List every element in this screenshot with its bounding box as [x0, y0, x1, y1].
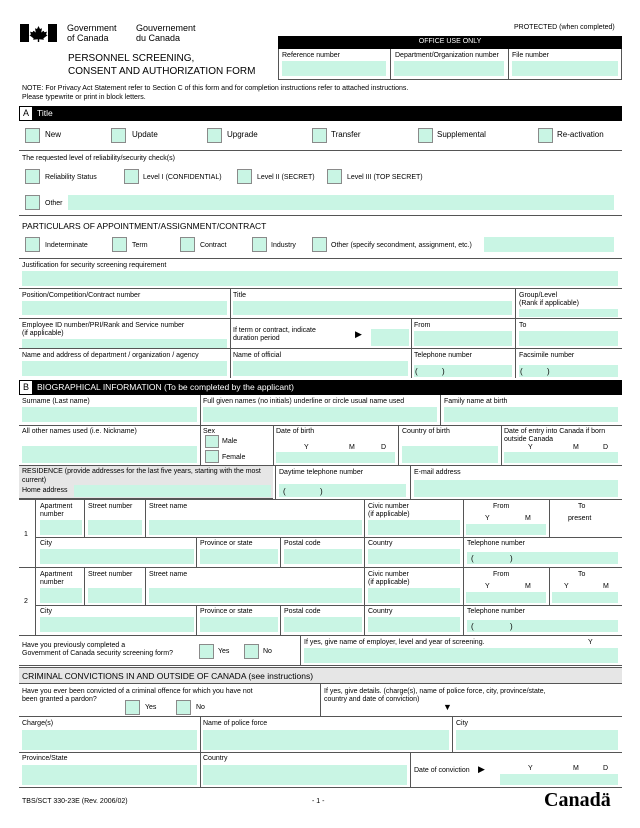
- level-3-label: Level III (TOP SECRET): [347, 174, 423, 181]
- gov-fr-line2: du Canada: [136, 33, 181, 43]
- apt-label-2b: number: [40, 579, 64, 586]
- surname-field[interactable]: [22, 407, 197, 422]
- industry-label: Industry: [271, 242, 296, 249]
- level-2-label: Level II (SECRET): [257, 174, 315, 181]
- to-date-2-field[interactable]: [552, 592, 618, 603]
- protected-label: PROTECTED (when completed): [514, 24, 615, 31]
- date-entry-label-2: outside Canada: [504, 436, 554, 443]
- residence-label-1: RESIDENCE (provide addresses for the last five years, starting with the most: [22, 468, 261, 475]
- civic-number-2-field[interactable]: [368, 588, 460, 603]
- new-label: New: [45, 130, 62, 139]
- term-checkbox[interactable]: [112, 237, 127, 252]
- address-row-2-number: 2: [24, 598, 28, 605]
- group-level-label-1: Group/Level: [519, 292, 558, 299]
- official-telephone-label: Telephone number: [414, 352, 472, 359]
- update-checkbox[interactable]: [111, 128, 126, 143]
- employer-label: If yes, give name of employer, level and year of screening.: [304, 639, 485, 646]
- country-label-2: Country: [368, 608, 393, 615]
- street-number-label-1: Street number: [88, 503, 133, 510]
- dob-label: Date of birth: [276, 428, 315, 435]
- supplemental-label: Supplemental: [437, 130, 486, 139]
- justification-label: Justification for security screening requirement: [22, 262, 167, 269]
- fax-paren-close: ): [547, 367, 550, 376]
- postal-1-field[interactable]: [284, 549, 362, 564]
- reactivation-label: Re-activation: [557, 130, 604, 139]
- dob-d-label: D: [381, 444, 387, 451]
- home-address-field[interactable]: [74, 485, 271, 497]
- from-y-label-2: Y: [485, 583, 490, 590]
- conviction-label-2: been granted a pardon?: [22, 696, 97, 703]
- file-number-label: File number: [512, 52, 549, 59]
- male-label: Male: [222, 438, 238, 445]
- new-checkbox[interactable]: [25, 128, 40, 143]
- entry-d-label: D: [603, 444, 609, 451]
- industry-checkbox[interactable]: [252, 237, 267, 252]
- contract-checkbox[interactable]: [180, 237, 195, 252]
- canada-flag-icon: [20, 24, 57, 42]
- contract-label: Contract: [200, 242, 227, 249]
- conviction-date-field[interactable]: [500, 774, 618, 785]
- conviction-y-label: Y: [528, 765, 533, 772]
- section-b-header: [19, 380, 622, 395]
- employee-id-field[interactable]: [22, 339, 227, 348]
- to-label-1: To: [578, 503, 586, 510]
- street-name-1-field[interactable]: [149, 520, 362, 535]
- upgrade-label: Upgrade: [227, 130, 258, 139]
- from-label-2: From: [493, 571, 510, 578]
- conviction-country-field[interactable]: [203, 765, 407, 785]
- file-number-field[interactable]: [512, 61, 618, 76]
- female-checkbox[interactable]: [205, 450, 219, 463]
- province-2-field[interactable]: [200, 617, 278, 632]
- reliability-status-label: Reliability Status: [45, 174, 97, 181]
- term-duration-field[interactable]: [371, 329, 409, 346]
- section-a-header: [19, 106, 622, 121]
- section-b-title: BIOGRAPHICAL INFORMATION (To be completed by the applicant): [37, 382, 294, 392]
- civic-label-1: Civic number: [368, 503, 409, 510]
- province-1-field[interactable]: [200, 549, 278, 564]
- city-1-field[interactable]: [40, 549, 194, 564]
- charges-field[interactable]: [22, 730, 197, 750]
- right-arrow-icon: ▶: [355, 329, 362, 339]
- daytime-phone-field[interactable]: [279, 484, 406, 497]
- title-label: Title: [233, 292, 246, 299]
- conviction-city-label: City: [456, 720, 469, 727]
- other-appointment-checkbox[interactable]: [312, 237, 327, 252]
- postal-label-1: Postal code: [284, 540, 321, 547]
- apt-number-2-field[interactable]: [40, 588, 82, 603]
- surname-label: Surname (Last name): [22, 398, 90, 405]
- from-y-label-1: Y: [485, 515, 490, 522]
- conviction-city-field[interactable]: [456, 730, 618, 750]
- dob-y-label: Y: [304, 444, 309, 451]
- gov-en-line2: of Canada: [67, 33, 109, 43]
- to-label: To: [519, 322, 527, 329]
- other-level-field[interactable]: [68, 195, 614, 210]
- prev-yes-checkbox[interactable]: [199, 644, 214, 659]
- province-state-field[interactable]: [22, 765, 197, 785]
- city-2-field[interactable]: [40, 617, 194, 632]
- from-label-1: From: [493, 503, 510, 510]
- street-name-label-1: Street name: [149, 503, 188, 510]
- dob-m-label: M: [349, 444, 355, 451]
- section-a-title: Title: [37, 108, 53, 118]
- day-paren-open: (: [283, 487, 286, 496]
- telephone-2-field[interactable]: [467, 620, 618, 632]
- transfer-label: Transfer: [331, 130, 361, 139]
- tel-paren-open: (: [415, 367, 418, 376]
- street-number-1-field[interactable]: [88, 520, 142, 535]
- from-m-label-2: M: [525, 583, 531, 590]
- home-address-label: Home address: [22, 487, 68, 494]
- postal-2-field[interactable]: [284, 617, 362, 632]
- other-level-checkbox[interactable]: [25, 195, 40, 210]
- conviction-label-1: Have you ever been convicted of a criminal offence for which you have not: [22, 688, 253, 695]
- details-label-2: country and date of conviction): [324, 696, 420, 703]
- office-use-label: OFFICE USE ONLY: [418, 38, 482, 45]
- civic-label-1b: (if applicable): [368, 511, 410, 518]
- postal-label-2: Postal code: [284, 608, 321, 615]
- street-name-2-field[interactable]: [149, 588, 362, 603]
- telephone-label-2: Telephone number: [467, 608, 525, 615]
- apt-label-2: Apartment: [40, 571, 73, 578]
- from-label: From: [414, 322, 431, 329]
- term-duration-label-2: duration period: [233, 335, 280, 342]
- employer-y-label: Y: [588, 639, 593, 646]
- tel1-paren-close: ): [510, 554, 513, 563]
- conviction-m-label: M: [573, 765, 579, 772]
- dept-org-number-label: Department/Organization number: [395, 52, 499, 59]
- form-title-line2: CONSENT AND AUTHORIZATION FORM: [68, 66, 256, 77]
- apt-label-1: Apartment: [40, 503, 73, 510]
- other-names-label: All other names used (i.e. Nickname): [22, 428, 137, 435]
- from-m-label-1: M: [525, 515, 531, 522]
- country-label-1: Country: [368, 540, 393, 547]
- indeterminate-checkbox[interactable]: [25, 237, 40, 252]
- civic-label-2: Civic number: [368, 571, 409, 578]
- telephone-1-field[interactable]: [467, 552, 618, 564]
- upgrade-checkbox[interactable]: [207, 128, 222, 143]
- gov-en-line1: Government: [67, 23, 117, 33]
- date-entry-field[interactable]: [504, 452, 618, 463]
- justification-field[interactable]: [22, 271, 618, 286]
- entry-m-label: M: [573, 444, 579, 451]
- email-label: E-mail address: [414, 469, 461, 476]
- prev-yes-label: Yes: [218, 648, 230, 655]
- down-arrow-icon: ▼: [443, 702, 452, 712]
- province-state-label: Province/State: [22, 755, 68, 762]
- police-force-field[interactable]: [203, 730, 449, 750]
- apt-number-1-field[interactable]: [40, 520, 82, 535]
- levels-label: The requested level of reliability/security check(s): [22, 155, 175, 162]
- prev-no-label: No: [263, 648, 272, 655]
- conviction-no-checkbox[interactable]: [176, 700, 191, 715]
- conviction-yes-checkbox[interactable]: [125, 700, 140, 715]
- section-b-letter: B: [20, 381, 32, 394]
- given-names-field[interactable]: [203, 407, 437, 422]
- to-label-2: To: [578, 571, 586, 578]
- employee-id-label-2: (if applicable): [22, 330, 64, 337]
- conviction-country-label: Country: [203, 755, 228, 762]
- other-names-field[interactable]: [22, 446, 197, 463]
- employer-field[interactable]: [304, 648, 618, 663]
- prev-screening-label-2: Government of Canada security screening form?: [22, 650, 173, 657]
- supplemental-checkbox[interactable]: [418, 128, 433, 143]
- other-appointment-field[interactable]: [484, 237, 614, 252]
- from-date-field[interactable]: [414, 331, 512, 346]
- group-level-label-2: (Rank if applicable): [519, 300, 579, 307]
- reference-number-label: Reference number: [282, 52, 340, 59]
- form-number: TBS/SCT 330-23E (Rev. 2006/02): [22, 798, 128, 805]
- date-entry-label-1: Date of entry into Canada if born: [504, 428, 606, 435]
- fax-paren-open: (: [520, 367, 523, 376]
- entry-y-label: Y: [528, 444, 533, 451]
- conviction-yes-label: Yes: [145, 704, 157, 711]
- country-2-field[interactable]: [368, 617, 460, 632]
- telephone-label-1: Telephone number: [467, 540, 525, 547]
- country-birth-field[interactable]: [402, 446, 498, 463]
- tel2-paren-close: ): [510, 622, 513, 631]
- daytime-phone-label: Daytime telephone number: [279, 469, 364, 476]
- email-field[interactable]: [414, 480, 618, 497]
- prev-no-checkbox[interactable]: [244, 644, 259, 659]
- group-level-field[interactable]: [519, 309, 618, 317]
- tel1-paren-open: (: [471, 554, 474, 563]
- reactivation-checkbox[interactable]: [538, 128, 553, 143]
- particulars-title: PARTICULARS OF APPOINTMENT/ASSIGNMENT/CONTRACT: [22, 221, 267, 231]
- city-label-1: City: [40, 540, 53, 547]
- present-label: present: [568, 515, 592, 522]
- official-name-label: Name of official: [233, 352, 282, 359]
- facsimile-label: Facsimile number: [519, 352, 575, 359]
- street-name-label-2: Street name: [149, 571, 188, 578]
- reference-number-field[interactable]: [282, 61, 386, 76]
- apt-label-1b: number: [40, 511, 64, 518]
- conviction-d-label: D: [603, 765, 609, 772]
- transfer-checkbox[interactable]: [312, 128, 327, 143]
- city-label-2: City: [40, 608, 53, 615]
- date-arrow-icon: ▶: [478, 764, 485, 774]
- title-field[interactable]: [233, 301, 512, 315]
- level-1-label: Level I (CONFIDENTIAL): [143, 174, 222, 181]
- section-a-letter: A: [20, 107, 32, 120]
- tel-paren-close: ): [442, 367, 445, 376]
- male-checkbox[interactable]: [205, 435, 219, 448]
- prev-screening-label-1: Have you previously completed a: [22, 642, 126, 649]
- details-label-1: If yes, give details. (charge(s), name of police force, city, province/state,: [324, 688, 546, 695]
- dept-org-number-field[interactable]: [394, 61, 504, 76]
- position-label: Position/Competition/Contract number: [22, 292, 141, 299]
- dob-field[interactable]: [276, 452, 395, 463]
- family-name-birth-field[interactable]: [444, 407, 618, 422]
- street-number-2-field[interactable]: [88, 588, 142, 603]
- to-y-label-2: Y: [564, 583, 569, 590]
- day-paren-close: ): [320, 487, 323, 496]
- form-title-line1: PERSONNEL SCREENING,: [68, 53, 195, 64]
- reliability-status-checkbox[interactable]: [25, 169, 40, 184]
- to-m-label-2: M: [603, 583, 609, 590]
- level-1-checkbox[interactable]: [124, 169, 139, 184]
- residence-label-2: current): [22, 477, 47, 484]
- term-label: Term: [132, 242, 148, 249]
- position-field[interactable]: [22, 301, 227, 315]
- to-date-field[interactable]: [519, 331, 618, 346]
- term-duration-label-1: If term or contract, indicate: [233, 327, 316, 334]
- address-row-1-number: 1: [24, 531, 28, 538]
- level-2-checkbox[interactable]: [237, 169, 252, 184]
- other-appointment-label: Other (specify secondment, assignment, etc.): [331, 242, 472, 249]
- employee-id-label-1: Employee ID number/PRI/Rank and Service number: [22, 322, 185, 329]
- from-date-2-field[interactable]: [466, 592, 546, 603]
- date-conviction-label: Date of conviction: [414, 767, 470, 774]
- female-label: Female: [222, 454, 246, 461]
- facsimile-field[interactable]: [519, 365, 618, 377]
- tel2-paren-open: (: [471, 622, 474, 631]
- page-number: - 1 -: [312, 798, 325, 805]
- dept-name-address-label: Name and address of department / organization / agency: [22, 352, 199, 359]
- dept-name-address-field[interactable]: [22, 361, 227, 376]
- civic-number-1-field[interactable]: [368, 520, 460, 535]
- from-date-1-field[interactable]: [466, 524, 546, 535]
- official-telephone-field[interactable]: [414, 365, 512, 377]
- police-force-label: Name of police force: [203, 720, 268, 727]
- country-birth-label: Country of birth: [402, 428, 450, 435]
- conviction-no-label: No: [196, 704, 205, 711]
- charges-label: Charge(s): [22, 720, 54, 727]
- province-label-2: Province or state: [200, 608, 253, 615]
- print-note: Please typewrite or print in block letters.: [22, 94, 146, 101]
- level-3-checkbox[interactable]: [327, 169, 342, 184]
- other-level-label: Other: [45, 200, 63, 207]
- canada-wordmark: Canadä: [544, 789, 611, 811]
- gov-fr-line1: Gouvernement: [136, 23, 196, 33]
- indeterminate-label: Indeterminate: [45, 242, 88, 249]
- given-names-label: Full given names (no initials) underline or circle usual name used: [203, 398, 405, 405]
- criminal-title: CRIMINAL CONVICTIONS IN AND OUTSIDE OF CANADA (see instructions): [22, 671, 314, 681]
- province-label-1: Province or state: [200, 540, 253, 547]
- civic-label-2b: (if applicable): [368, 579, 410, 586]
- update-label: Update: [132, 130, 158, 139]
- street-number-label-2: Street number: [88, 571, 133, 578]
- family-name-birth-label: Family name at birth: [444, 398, 508, 405]
- country-1-field[interactable]: [368, 549, 460, 564]
- sex-label: Sex: [203, 428, 216, 435]
- privacy-note: NOTE: For Privacy Act Statement refer to Section C of this form and for completion instructions refer to attached instructions.: [22, 85, 409, 92]
- official-name-field[interactable]: [233, 361, 408, 376]
